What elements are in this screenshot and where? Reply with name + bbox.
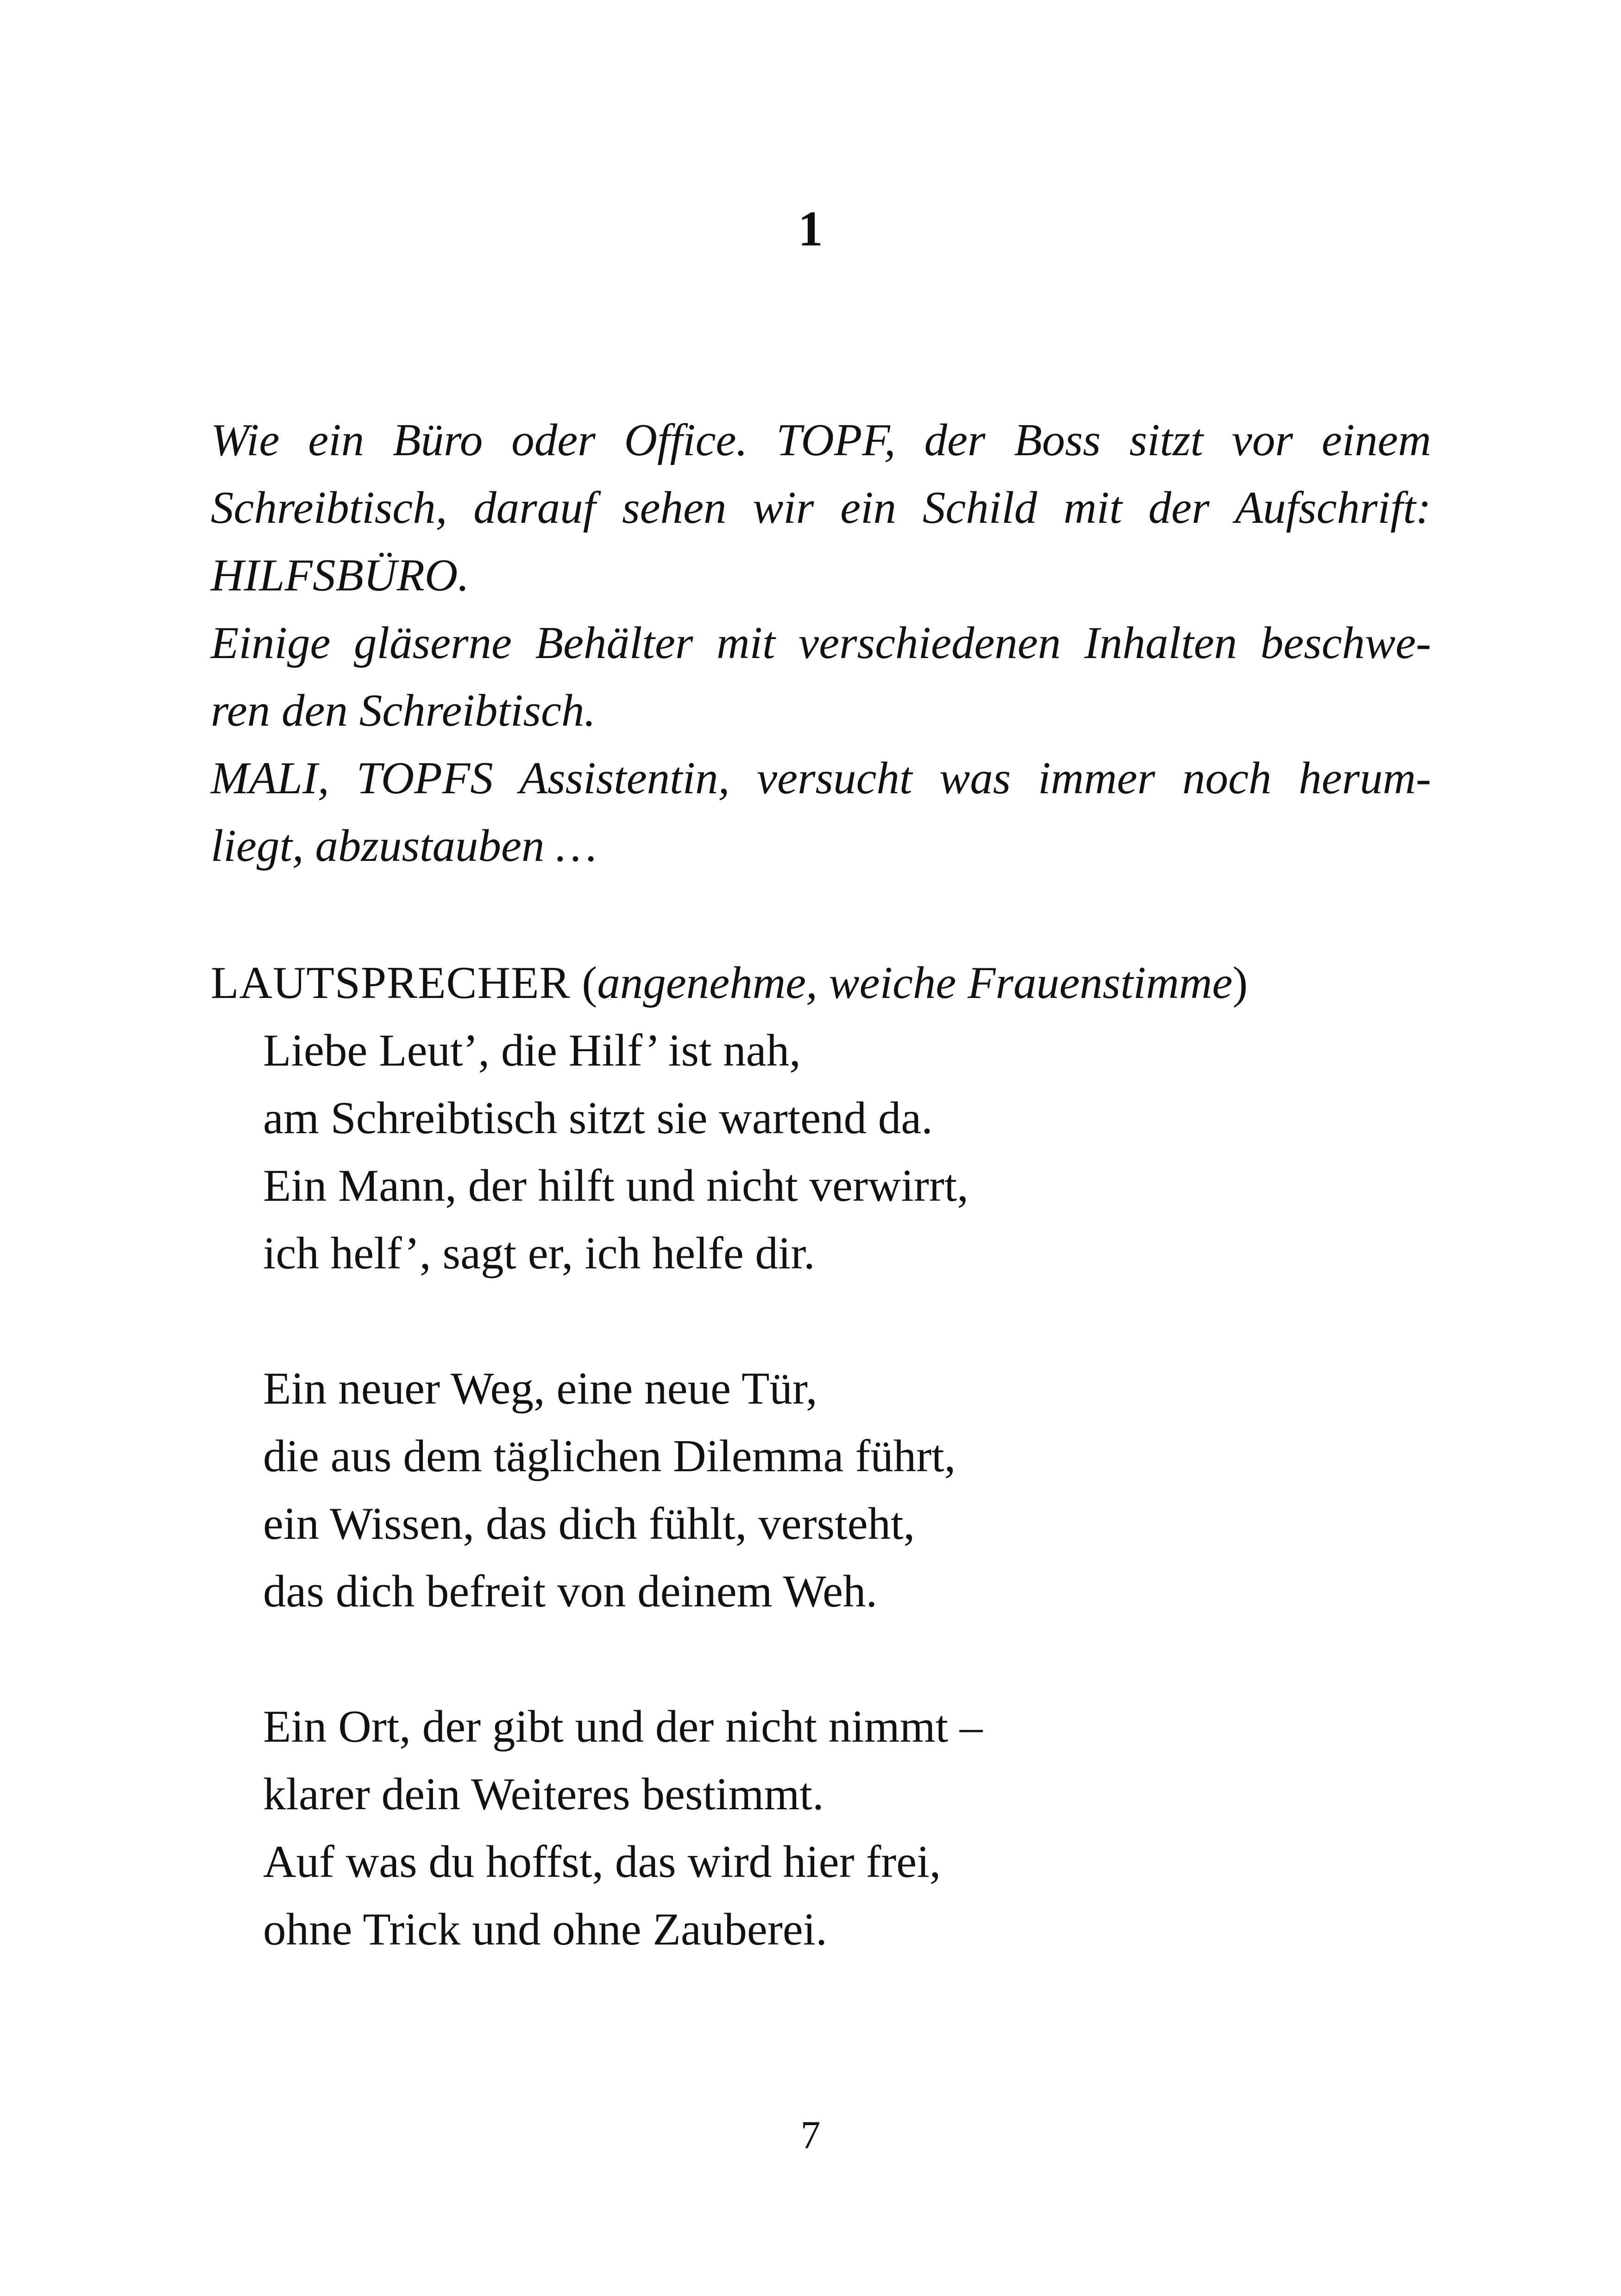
verse-stanza: [211, 1017, 1431, 1287]
verse-line: Ein Ort, der gibt und der nicht nimmt –: [263, 1701, 983, 1752]
speech-block: [211, 949, 1431, 1964]
scene-number: 1: [798, 201, 823, 257]
verse-line: Ein Mann, der hilft und nicht verwirrt,: [263, 1161, 969, 1211]
speaker-note-open: (: [570, 958, 597, 1008]
speaker-line: [211, 949, 1431, 1017]
verse-stanza: [211, 1355, 1431, 1625]
speaker-name: LAUTSPRECHER: [211, 958, 571, 1008]
verse-line: klarer dein Weiteres bestimmt.: [263, 1769, 824, 1819]
stage-direction: [211, 407, 1431, 880]
stage-direction-line: ren den Schreibtisch.: [211, 685, 596, 736]
stage-direction-line: MALI, TOPFS Assistentin, versucht was immer noch herum-: [211, 753, 1431, 803]
verse-line: Auf was du hoffst, das wird hier frei,: [263, 1837, 941, 1887]
verse-line: Ein neuer Weg, eine neue Tür,: [263, 1363, 817, 1414]
stage-direction-line: Schreibtisch, darauf sehen wir ein Schild mit der Aufschrift:: [211, 483, 1431, 533]
verse-line: Liebe Leut’, die Hilf’ ist nah,: [263, 1025, 801, 1076]
verse-line: das dich befreit von deinem Weh.: [263, 1566, 878, 1617]
stage-direction-line: liegt, abzustauben …: [211, 821, 597, 871]
verse-line: ein Wissen, das dich fühlt, versteht,: [263, 1499, 915, 1549]
stage-direction-line: HILFSBÜRO.: [211, 550, 470, 601]
page-number: 7: [800, 2113, 821, 2157]
verse-stanza: [211, 1693, 1431, 1964]
verse-line: am Schreibtisch sitzt sie wartend da.: [263, 1093, 933, 1143]
verse-line: ohne Trick und ohne Zauberei.: [263, 1904, 828, 1955]
verse-line: die aus dem täglichen Dilemma führt,: [263, 1431, 956, 1481]
speaker-note: angenehme, weiche Frauenstimme: [597, 958, 1233, 1008]
stage-direction-line: Einige gläserne Behälter mit verschiedenen Inhalten beschwe-: [211, 618, 1431, 668]
verse-line: ich helf’, sagt er, ich helfe dir.: [263, 1228, 815, 1279]
speaker-note-close: ): [1232, 958, 1248, 1008]
stage-direction-line: Wie ein Büro oder Office. TOPF, der Boss sitzt vor einem: [211, 415, 1431, 465]
